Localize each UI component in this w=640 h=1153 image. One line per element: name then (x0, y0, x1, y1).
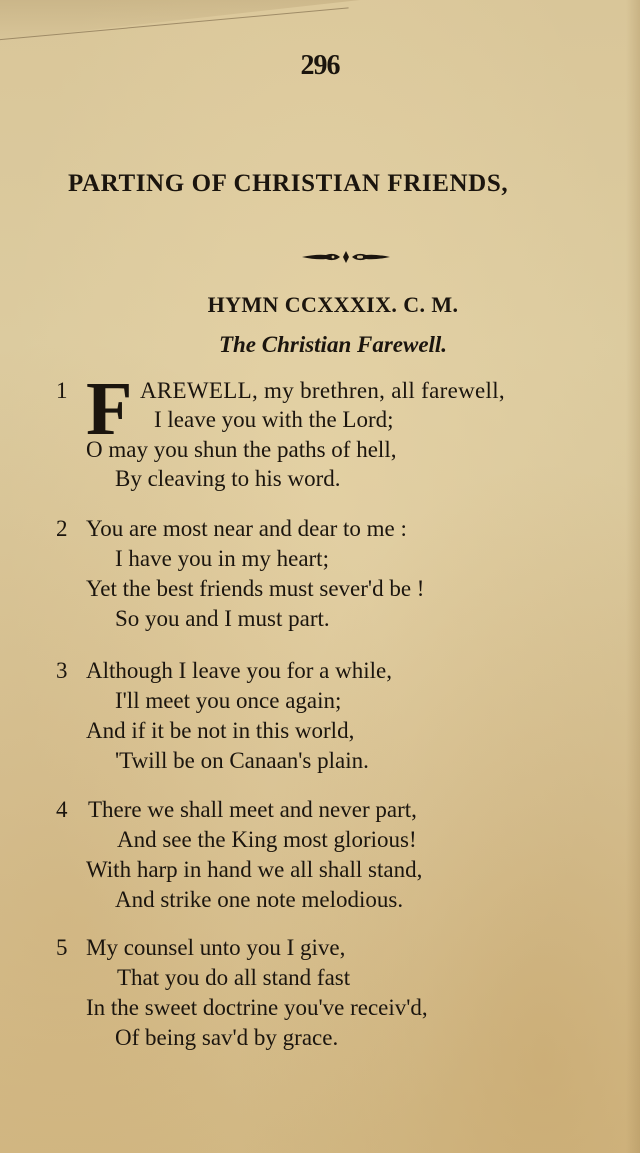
verse-line: I have you in my heart; (115, 546, 329, 571)
verse-line: AREWELL, my brethren, all farewell, (140, 378, 505, 403)
verse-line: 'Twill be on Canaan's plain. (115, 748, 369, 773)
verse-line: And strike one note melodious. (115, 887, 404, 912)
verse-line: You are most near and dear to me : (86, 516, 407, 541)
verse-line: There we shall meet and never part, (88, 797, 417, 822)
verse-line: In the sweet doctrine you've receiv'd, (86, 995, 428, 1020)
hymn-heading: HYMN CCXXXIX. C. M. (207, 292, 459, 317)
verse-number: 2 (56, 516, 68, 541)
verse-line: And see the King most glorious! (117, 827, 417, 852)
verse-line: By cleaving to his word. (115, 466, 341, 491)
verse-line: O may you shun the paths of hell, (86, 437, 397, 462)
section-title: PARTING OF CHRISTIAN FRIENDS, (68, 170, 509, 197)
verse-number: 3 (56, 658, 68, 683)
verse-number: 5 (56, 935, 68, 960)
verse-line: And if it be not in this world, (86, 718, 355, 743)
verse-line: Yet the best friends must sever'd be ! (86, 576, 425, 601)
verse-number: 1 (56, 378, 68, 403)
verse-line: With harp in hand we all shall stand, (86, 857, 423, 882)
fleuron-divider-icon (300, 249, 392, 265)
verse-line: Of being sav'd by grace. (115, 1025, 339, 1050)
page-number: 296 (300, 50, 340, 81)
verse-line: I leave you with the Lord; (154, 407, 394, 432)
drop-cap: F (86, 367, 133, 451)
hymn-subtitle: The Christian Farewell. (218, 332, 448, 357)
verse-number: 4 (56, 797, 68, 822)
verse-line: That you do all stand fast (117, 965, 351, 990)
page-edge-shadow (626, 0, 640, 1153)
verse-line: Although I leave you for a while, (86, 658, 392, 683)
verse-line: So you and I must part. (115, 606, 330, 631)
verse-line: I'll meet you once again; (115, 688, 342, 713)
verse-line: My counsel unto you I give, (86, 935, 346, 960)
